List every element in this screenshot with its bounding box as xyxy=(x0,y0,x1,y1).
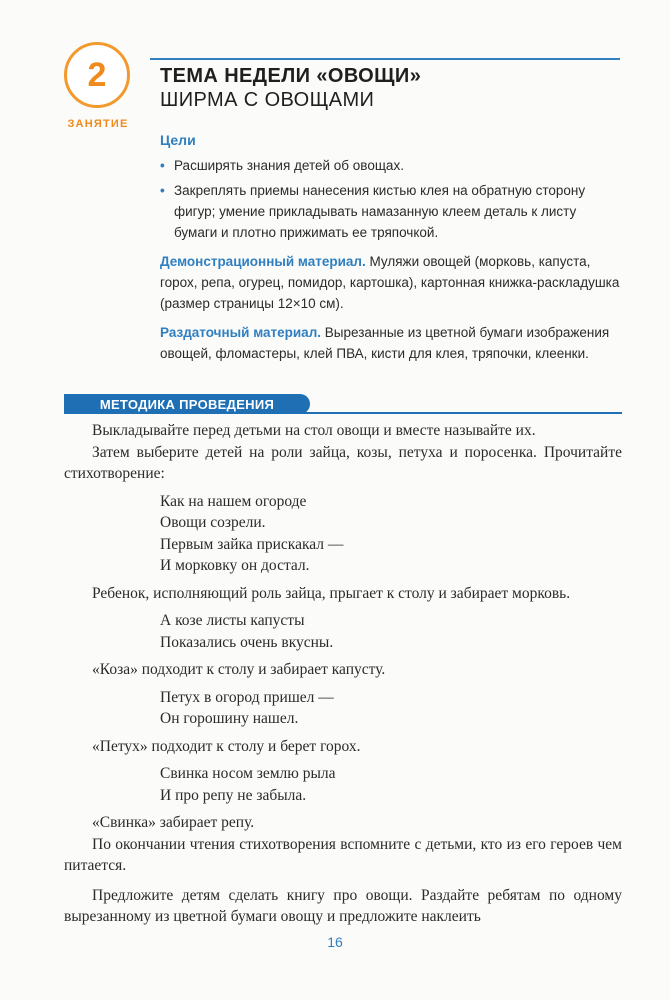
lesson-number-badge xyxy=(64,42,130,108)
poem-stanza xyxy=(160,687,622,730)
method-body xyxy=(64,420,622,928)
page-subtitle: ШИРМА С ОВОЩАМИ xyxy=(160,89,375,111)
method-paragraph: «Петух» подходит к столу и берет горох. xyxy=(92,737,361,755)
header-divider xyxy=(150,58,620,60)
handout-material-label: Раздаточный материал. xyxy=(160,325,322,340)
poem-stanza xyxy=(160,610,622,653)
lesson-label: ЗАНЯТИЕ xyxy=(67,118,129,130)
poem-stanza xyxy=(160,491,622,577)
title-block xyxy=(160,64,620,112)
poem-line: И про репу не забыла. xyxy=(160,786,307,804)
method-paragraph: По окончании чтения стихотворения вспомните с детьми, кто из его героев чем питается. xyxy=(64,835,622,874)
method-paragraph: Выкладывайте перед детьми на стол овощи и вместе называйте их. xyxy=(92,422,536,439)
demo-material-text: Муляжи овощей (морковь, капуста, горох, репа, огурец, помидор, картошка), картонная книжка-раскладушка (размер страницы 12×10 см). xyxy=(160,254,620,311)
goal-item: • Закреплять приемы нанесения кистью клея на обратную сторону фигур; умение прикладывать намазанную клеем деталь к листу бумаги и плотно прижимать ее тряпочкой. xyxy=(160,180,622,243)
method-paragraph: «Коза» подходит к столу и забирает капусту. xyxy=(92,661,386,678)
lesson-number: 2 xyxy=(87,55,107,94)
demo-material-label: Демонстрационный материал. xyxy=(160,254,366,269)
poem-line: А козе листы капусты xyxy=(160,612,305,629)
poem-line: Показались очень вкусны. xyxy=(160,633,334,651)
poem-line: Свинка носом землю рыла xyxy=(160,765,336,782)
handout-material-text: Вырезанные из цветной бумаги изображения овощей, фломастеры, клей ПВА, кисти для клея, тряпочки, клеенки. xyxy=(160,325,610,361)
method-paragraph: «Свинка» забирает репу. xyxy=(92,814,255,831)
demo-material xyxy=(160,251,622,314)
goal-item: • Расширять знания детей об овощах. xyxy=(160,155,622,176)
lesson-info xyxy=(160,130,622,364)
page-number: 16 xyxy=(327,934,343,950)
page-title: ТЕМА НЕДЕЛИ «ОВОЩИ» xyxy=(160,65,422,87)
poem-line: Петух в огород пришел — xyxy=(160,688,334,706)
poem-line: Как на нашем огороде xyxy=(160,492,307,510)
handout-material xyxy=(160,322,622,364)
method-paragraph: Затем выберите детей на роли зайца, козы, петуха и поросенка. Прочитайте стихотворение: xyxy=(64,443,622,482)
section-title: МЕТОДИКА ПРОВЕДЕНИЯ xyxy=(99,396,275,412)
method-paragraph: Предложите детям сделать книгу про овощи. Раздайте ребятам по одному вырезанному из цветной бумаги овощу и предложите наклеить xyxy=(64,886,622,925)
poem-line: Овощи созрели. xyxy=(160,514,266,531)
poem-line: Первым зайка прискакал — xyxy=(160,535,344,553)
poem-line: Он горошину нашел. xyxy=(160,710,299,727)
goals-title: Цели xyxy=(160,132,196,148)
poem-line: И морковку он достал. xyxy=(160,557,310,574)
method-paragraph: Ребенок, исполняющий роль зайца, прыгает к столу и забирает морковь. xyxy=(92,584,571,602)
poem-stanza xyxy=(160,763,622,806)
